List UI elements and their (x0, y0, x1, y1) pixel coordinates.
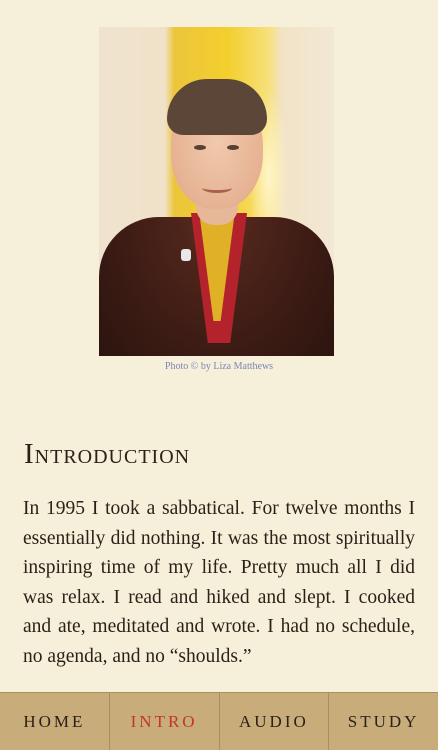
tab-intro[interactable]: INTRO (110, 693, 220, 750)
tab-study[interactable]: STUDY (347, 711, 420, 731)
tab-audio[interactable]: AUDIO (220, 693, 330, 750)
page-title: Introduction (24, 438, 191, 470)
tab-home[interactable]: HOME (0, 693, 110, 750)
photo-hair (167, 79, 267, 135)
photo-credit: Photo © by Liza Matthews (164, 361, 274, 372)
bottom-tab-bar (0, 692, 438, 750)
photo-eye-right (227, 145, 239, 150)
photo-eye-left (194, 145, 206, 150)
author-portrait-photo (99, 27, 334, 356)
intro-paragraph: In 1995 I took a sabbatical. For twelve months I essentially did nothing. It was the most spiritually inspiring time of my life. Pretty much all I did was relax. I read and hiked and slept. I cooked and ate, meditated and wrote. I had no schedule, no agenda, and no “shoulds.” (23, 498, 415, 667)
photo-mouth (202, 183, 232, 193)
photo-pin (181, 249, 191, 261)
